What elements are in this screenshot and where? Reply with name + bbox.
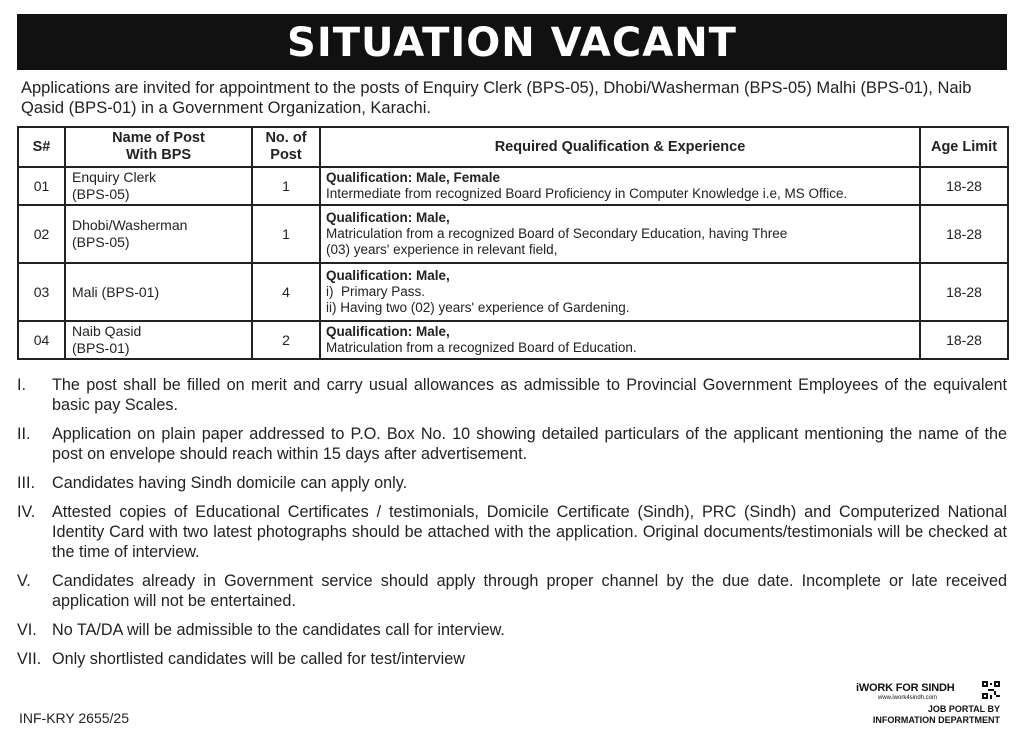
note-text: Candidates already in Government service should apply through proper channel by the due date. Incomplete or late received application will not be entertained.: [52, 572, 1007, 610]
row-qualification: [320, 321, 920, 359]
terms-list: [17, 375, 1007, 678]
row-sno: 01: [18, 167, 65, 205]
qr-code-icon: [982, 681, 1000, 699]
header-post-count: [252, 127, 320, 167]
post-name-line1: Naib Qasid: [72, 323, 142, 339]
row-post-name: [65, 321, 252, 359]
row-sno: 04: [18, 321, 65, 359]
table-row: [18, 321, 1008, 359]
intro-paragraph: Applications are invited for appointment to the posts of Enquiry Clerk (BPS-05), Dhobi/Washerman (BPS-05) Malhi (BPS-01), Naib Qasid (BPS-01) in a Government Organization, Karachi.: [21, 79, 972, 117]
page-title-banner: [17, 14, 1007, 70]
header-sno: S#: [18, 127, 65, 167]
row-post-count: 2: [252, 321, 320, 359]
row-age-limit: 18-28: [920, 321, 1008, 359]
row-post-name: [65, 167, 252, 205]
qualification-line: (03) years' experience in relevant field,: [326, 242, 558, 257]
header-qualification: Required Qualification & Experience: [320, 127, 920, 167]
row-qualification: [320, 167, 920, 205]
qualification-line: Matriculation from a recognized Board of Secondary Education, having Three: [326, 226, 788, 241]
note-number: VI.: [17, 621, 37, 639]
header-post-name-line1: Name of Post: [112, 130, 205, 146]
list-item: [17, 424, 1007, 464]
row-post-name: [65, 205, 252, 263]
table-header-row: [18, 127, 1008, 167]
note-text: The post shall be filled on merit and carry usual allowances as admissible to Provincial Government Employees of the equivalent basic pay Scales.: [52, 376, 1007, 414]
reference-number: INF-KRY 2655/25: [19, 710, 129, 726]
header-age-limit: Age Limit: [920, 127, 1008, 167]
list-item: [17, 473, 1007, 493]
list-item: [17, 571, 1007, 611]
row-post-count: 4: [252, 263, 320, 321]
row-age-limit: 18-28: [920, 205, 1008, 263]
row-post-count: 1: [252, 205, 320, 263]
note-number: IV.: [17, 503, 36, 521]
post-name-line2: (BPS-05): [72, 234, 130, 250]
row-age-limit: 18-28: [920, 263, 1008, 321]
table-row: [18, 263, 1008, 321]
qualification-line: i) Primary Pass.: [326, 284, 426, 299]
header-post-name: [65, 127, 252, 167]
post-name-line1: Dhobi/Washerman: [72, 217, 188, 233]
job-portal-logo: [852, 680, 1004, 730]
row-post-name: [65, 263, 252, 321]
qualification-heading: Qualification: Male,: [326, 210, 450, 225]
note-number: II.: [17, 425, 31, 443]
table-row: [18, 205, 1008, 263]
qualification-line: Matriculation from a recognized Board of Education.: [326, 340, 637, 355]
header-post-count-line1: No. of: [265, 130, 307, 146]
row-sno: 02: [18, 205, 65, 263]
list-item: [17, 502, 1007, 562]
note-text: No TA/DA will be admissible to the candidates call for interview.: [52, 621, 505, 639]
portal-caption-line1: JOB PORTAL BY: [927, 704, 1000, 714]
portal-url: www.iwork4sindh.com: [878, 695, 938, 701]
post-name-line1: Mali (BPS-01): [72, 283, 160, 300]
note-text: Candidates having Sindh domicile can apply only.: [52, 474, 408, 492]
list-item: [17, 375, 1007, 415]
note-number: III.: [17, 474, 35, 492]
note-number: V.: [17, 572, 31, 590]
row-post-count: 1: [252, 167, 320, 205]
note-number: VII.: [17, 650, 42, 668]
row-qualification: [320, 205, 920, 263]
post-name-line2: (BPS-05): [72, 186, 130, 202]
list-item: [17, 620, 1007, 640]
qualification-heading: Qualification: Male, Female: [326, 170, 501, 185]
qualification-heading: Qualification: Male,: [326, 268, 450, 283]
row-age-limit: 18-28: [920, 167, 1008, 205]
qualification-line: ii) Having two (02) years' experience of Gardening.: [326, 300, 630, 315]
portal-caption-line2: INFORMATION DEPARTMENT: [872, 715, 1000, 725]
page-title: SITUATION VACANT: [287, 20, 737, 66]
table-row: [18, 167, 1008, 205]
qualification-line: Intermediate from recognized Board Proficiency in Computer Knowledge i.e, MS Office.: [326, 186, 848, 201]
header-post-name-line2: With BPS: [125, 147, 192, 163]
row-qualification: [320, 263, 920, 321]
note-number: I.: [17, 376, 26, 394]
list-item: [17, 649, 1007, 669]
note-text: Application on plain paper addressed to P.O. Box No. 10 showing detailed particulars of the applicant mentioning the name of the post on envelope should reach within 15 days after advertisement.: [52, 425, 1007, 463]
header-post-count-line2: Post: [270, 147, 302, 163]
post-name-line1: Enquiry Clerk: [72, 169, 157, 185]
qualification-heading: Qualification: Male,: [326, 324, 450, 339]
posts-table: [17, 126, 1009, 360]
portal-brand: iWORK FOR SINDH: [856, 682, 955, 694]
post-name-line2: (BPS-01): [72, 340, 130, 356]
row-sno: 03: [18, 263, 65, 321]
note-text: Only shortlisted candidates will be called for test/interview: [52, 650, 465, 668]
note-text: Attested copies of Educational Certificates / testimonials, Domicile Certificate (Sindh), PRC (Sindh) and Computerized National Identity Card with two latest photographs should be attached with the application. Original documents/testimonials will be checked at the time of interview.: [52, 503, 1007, 561]
